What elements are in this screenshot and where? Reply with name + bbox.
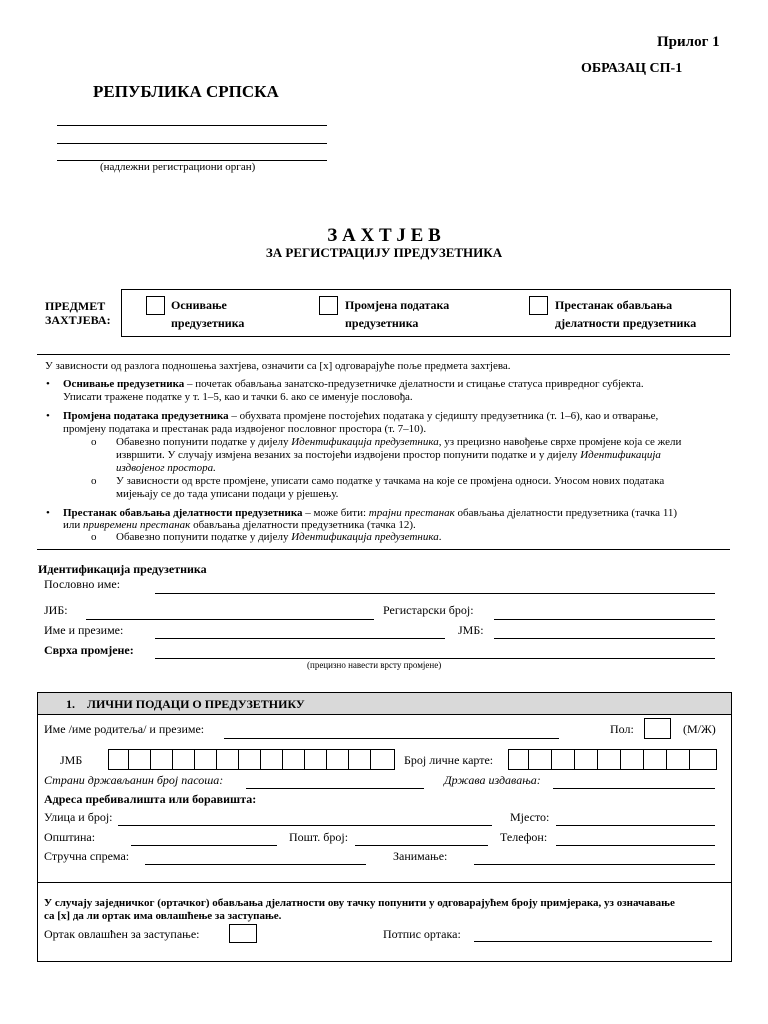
instruction-founding-text: – почетак обављања занатско-предузетничке дјелатности и стицање статуса привредног субјекта.	[184, 378, 644, 390]
name-surname-label: Име и презиме:	[44, 623, 124, 637]
instruction-change-sub1-line1	[116, 436, 681, 449]
street-field[interactable]	[118, 825, 492, 826]
termination-text-c: обављања дјелатности предузетника (тачка 11)	[454, 507, 678, 519]
checkbox-change[interactable]	[319, 296, 338, 315]
partner-authorized-label: Ортак овлашћен за заступање:	[44, 927, 200, 941]
digit-cell[interactable]	[263, 750, 283, 769]
sub1-text-e: Идентификација	[580, 449, 661, 461]
personal-data-heading: 1. ЛИЧНИ ПОДАЦИ О ПРЕДУЗЕТНИКУ	[66, 697, 305, 711]
phone-label: Телефон:	[500, 830, 548, 844]
jib-label: ЈИБ:	[44, 603, 68, 617]
id-cell[interactable]	[647, 750, 667, 769]
digit-cell[interactable]	[109, 750, 129, 769]
identification-heading: Идентификација предузетника	[38, 562, 207, 576]
partner-authorized-checkbox[interactable]	[229, 924, 257, 943]
sub-bullet-icon: o	[91, 531, 97, 543]
occupation-field[interactable]	[474, 864, 715, 865]
sub1-text-d: извршити. У случају измјена везаних за постојећи издвојени простор попунити податке и у дијелу	[116, 449, 581, 461]
reg-number-label: Регистарски број:	[383, 603, 474, 617]
bullet-icon: •	[46, 507, 50, 519]
id-card-boxes[interactable]	[508, 749, 717, 770]
instruction-change-sub1-line2	[116, 449, 661, 462]
instruction-founding-line1	[63, 378, 644, 391]
instruction-change-title: Промјена података предузетника	[63, 410, 229, 422]
termination-text-f: обављања дјелатности предузетника (тачка 12).	[190, 519, 416, 531]
street-label: Улица и број:	[44, 810, 113, 824]
digit-cell[interactable]	[241, 750, 261, 769]
id-cell[interactable]	[509, 750, 529, 769]
issuing-state-label: Држава издавања:	[444, 773, 541, 787]
checkbox-termination[interactable]	[529, 296, 548, 315]
purpose-field[interactable]	[155, 658, 715, 659]
authority-caption: (надлежни регистрациони орган)	[100, 161, 256, 173]
termination-sub-b: Идентификација предузетника	[291, 531, 439, 543]
name-surname-field[interactable]	[155, 638, 445, 639]
option-founding-line1: Оснивање	[171, 298, 227, 312]
republic-heading: РЕПУБЛИКА СРПСКА	[93, 82, 279, 101]
authority-line-1[interactable]	[57, 125, 327, 126]
digit-cell[interactable]	[131, 750, 151, 769]
municipality-field[interactable]	[131, 845, 277, 846]
education-field[interactable]	[145, 864, 366, 865]
bullet-icon: •	[46, 410, 50, 422]
full-name-label: Име /име родитеља/ и презиме:	[44, 722, 205, 736]
termination-text-a: – може бити:	[302, 507, 369, 519]
digit-cell[interactable]	[197, 750, 217, 769]
document-subtitle: ЗА РЕГИСТРАЦИЈУ ПРЕДУЗЕТНИКА	[265, 245, 503, 260]
foreign-passport-label: Страни држављанин број пасоша:	[44, 773, 224, 787]
id-cell[interactable]	[578, 750, 598, 769]
partner-note-line1: У случају заједничког (ортачког) обављања дјелатности ову тачку попунити у одговарајућем броју примјерака, уз означавање	[44, 897, 675, 909]
instruction-change-sub1-line3: издвојеног простора.	[116, 462, 216, 474]
instruction-change-line1	[63, 410, 658, 423]
sex-label: Пол:	[610, 722, 634, 736]
instruction-change-sub2-line2: мијењају се до тада уписани подаци у рјешењу.	[116, 488, 339, 500]
id-cell[interactable]	[532, 750, 552, 769]
termination-sub-c: .	[438, 531, 442, 543]
jmb-label: ЈМБ:	[458, 623, 484, 637]
instruction-founding-line2: Уписати тражене податке у т. 1–5, као и тачки 6. ако се именује пословођа.	[63, 391, 413, 403]
divider	[37, 549, 730, 550]
full-name-field[interactable]	[224, 738, 559, 739]
phone-field[interactable]	[556, 845, 715, 846]
purpose-label: Сврха промјене:	[44, 643, 134, 657]
sub-bullet-icon: o	[91, 436, 97, 448]
option-termination-line2: дјелатности предузетника	[555, 316, 697, 330]
sub1-text-b: Идентификација предузетника	[291, 436, 439, 448]
digit-cell[interactable]	[175, 750, 195, 769]
instructions-intro: У зависности од разлога подношења захтјева, означити са [x] одговарајуће поље предмета захтјева.	[45, 360, 511, 372]
subject-label-2: ЗАХТЈЕВА:	[45, 313, 111, 327]
instruction-change-sub2-line1: У зависности од врсте промјене, уписати само податке у тачкама на које се промјена односи. Уносом нових података	[116, 475, 665, 487]
purpose-caption: (прецизно навести врсту промјене)	[307, 660, 442, 670]
divider	[37, 354, 730, 355]
id-cell[interactable]	[601, 750, 621, 769]
annex-label: Прилог 1	[657, 34, 720, 50]
sub-bullet-icon: o	[91, 475, 97, 487]
id-cell[interactable]	[670, 750, 690, 769]
checkbox-founding[interactable]	[146, 296, 165, 315]
instruction-change-text: – обухвата промјене постојећих података у сједишту предузетника (т. 1–6), као и отварање,	[228, 410, 659, 422]
digit-cell[interactable]	[307, 750, 327, 769]
postal-code-label: Пошт. број:	[289, 830, 349, 844]
option-founding-line2: предузетника	[171, 316, 245, 330]
option-change-line2: предузетника	[345, 316, 419, 330]
education-label: Стручна спрема:	[44, 849, 130, 863]
instruction-termination-sub1	[116, 531, 441, 544]
sex-options: (М/Ж)	[683, 722, 716, 736]
termination-text-d: или	[63, 519, 84, 531]
place-label: Мјесто:	[510, 810, 550, 824]
digit-cell[interactable]	[153, 750, 173, 769]
termination-text-e: привремени престанак	[83, 519, 191, 531]
jmb-digit-boxes[interactable]	[108, 749, 395, 770]
foreign-passport-field[interactable]	[246, 788, 424, 789]
reg-number-field[interactable]	[494, 619, 715, 620]
bullet-icon: •	[46, 378, 50, 390]
digit-cell[interactable]	[219, 750, 239, 769]
document-title: З А Х Т Ј Е В	[327, 225, 441, 246]
issuing-state-field[interactable]	[553, 788, 715, 789]
partner-note-line2: са [x] да ли ортак има овлашћење за заступање.	[44, 910, 282, 922]
postal-code-field[interactable]	[355, 845, 488, 846]
option-termination-line1: Престанак обављања	[555, 298, 673, 312]
jib-field[interactable]	[86, 619, 374, 620]
sub1-text-c: , уз прецизно навођење сврхе промјене која се жели	[438, 436, 682, 448]
subject-label-1: ПРЕДМЕТ	[45, 299, 106, 313]
id-cell[interactable]	[555, 750, 575, 769]
partner-signature-label: Потпис ортака:	[383, 927, 461, 941]
form-code: ОБРАЗАЦ СП-1	[581, 61, 683, 76]
digit-cell[interactable]	[329, 750, 349, 769]
termination-text-b: трајни престанак	[368, 507, 455, 519]
digit-cell[interactable]	[285, 750, 305, 769]
municipality-label: Општина:	[44, 830, 96, 844]
sex-input-box[interactable]	[644, 718, 671, 739]
business-name-field[interactable]	[155, 593, 715, 594]
termination-sub-a: Обавезно попунити податке у дијелу	[116, 531, 292, 543]
id-cell[interactable]	[624, 750, 644, 769]
occupation-label: Занимање:	[393, 849, 448, 863]
instruction-termination-title: Престанак обављања дјелатности предузетника	[63, 507, 303, 519]
digit-cell[interactable]	[351, 750, 371, 769]
sub1-text-a: Обавезно попунити податке у дијелу	[116, 436, 292, 448]
partner-divider	[38, 882, 731, 883]
business-name-label: Пословно име:	[44, 577, 121, 591]
instruction-founding-title: Оснивање предузетника	[63, 378, 185, 390]
partner-signature-field[interactable]	[474, 941, 712, 942]
id-card-label: Број личне карте:	[404, 753, 494, 767]
authority-line-2[interactable]	[57, 143, 327, 144]
instruction-change-line2: промјену података и престанак рада издвојеног пословног простора (т. 7–10).	[63, 423, 427, 435]
address-heading: Адреса пребивалишта или боравишта:	[44, 792, 257, 806]
jmb-personal-label: ЈМБ	[60, 753, 83, 767]
place-field[interactable]	[556, 825, 715, 826]
jmb-field[interactable]	[494, 638, 715, 639]
option-change-line1: Промјена података	[345, 298, 450, 312]
